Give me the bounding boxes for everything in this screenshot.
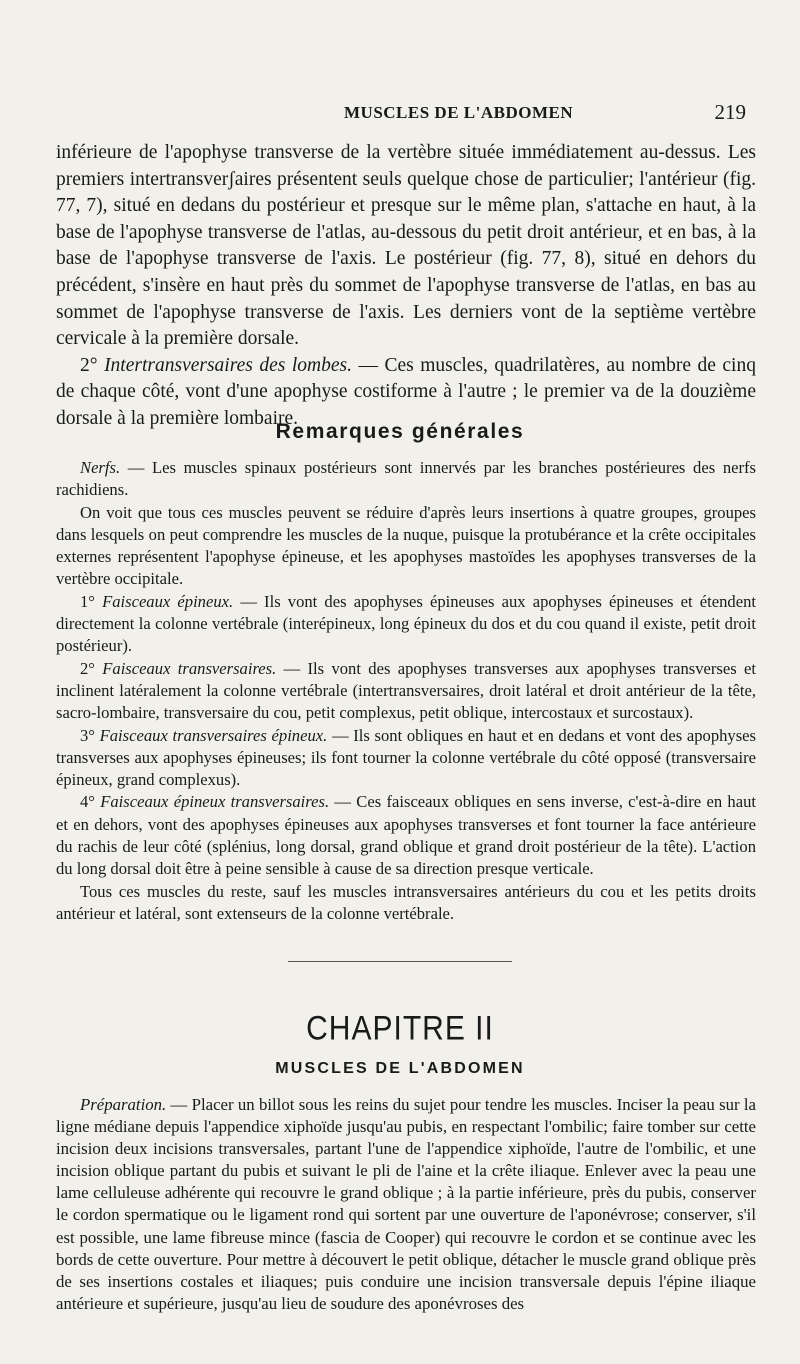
paragraph-cou: inférieure de l'apophyse transverse de la vertèbre située immédiatement au-dessus. Les premiers intertransverʃaires présentent seuls quelque chose de particulier; l'antérieur (fig. 77, 7), situé en dedans du postérieur et presque sur le même plan, s'attache en haut, à la base de l'apophyse transverse de l'atlas, au-dessous du petit droit antérieur, et en bas, à la base de l'apophyse transverse de l'axis. Le postérieur (fig. 77, 8), situé en dehors du précédent, s'insère en haut près du sommet de l'apophyse transverse de l'atlas, en bas au sommet de l'apophyse transverse de l'axis. Les derniers vont de la septième vertèbre cervicale à la première dorsale. (56, 142, 756, 350)
faisceaux-transversaires-epineux-title: Faisceaux transversaires épineux. (99, 725, 328, 745)
faisceaux-epineux-text: — Ils vont des apophyses épineuses aux apophyses épineuses et étendent directement la colonne vertébrale (interépineux, long épineux du dos et du cou quand il existe, petit droit postérieur). (56, 591, 756, 656)
remarques-section (56, 457, 756, 925)
preparation-section (56, 1094, 756, 1315)
faisceaux-transversaires-epineux-text: — Ils sont obliques en haut et en dedans et vont des apophyses transverses aux apophyses épineuses; ils font tourner la colonne vertébrale du côté opposé (transversaire épineux, grand complexus). (56, 725, 756, 790)
faisceaux-epineux-transversaires-title: Faisceaux épineux transversaires. (100, 792, 330, 812)
faisceaux-epineux-transversaires-text: — Ces faisceaux obliques en sens inverse, c'est-à-dire en haut et en dehors, vont des apophyses épineuses aux apophyses transverses et font tourner la face antérieure du rachis de leur côté (splénius, long dorsal, grand oblique et grand droit postérieur de la tête). L'action du long dorsal doit être à peine sensible à cause de sa direction presque verticale. (56, 792, 756, 879)
preparation-text: — Placer un billot sous les reins du sujet pour tendre les muscles. Inciser la peau sur la ligne médiane depuis l'appendice xiphoïde jusqu'au pubis, en respectant l'ombilic; faire tomber sur cette incision deux incisions transversales, partant l'une de l'appendice xiphoïde, l'autre de l'ombilic, et une incision oblique partant du pubis et suivant le pli de l'aine et la crête iliaque. Enlever avec la peau une lame celluleuse adhérente qui recouvre le grand oblique ; à la partie inférieure, près du pubis, conserver le cordon spermatique ou le ligament rond qui sortent par une ouverture de l'aponévrose; conserver, s'il est possible, une lame fibreuse mince (fascia de Cooper) qui recouvre le cordon et se continue avec les bords de cette ouverture. Pour mettre à découvert le petit oblique, détacher le muscle grand oblique près de ses insertions costales et iliaques; puis conduire une incision transversale depuis l'épine iliaque antérieure et supérieure, jusqu'au lieu de soudure des aponévroses des (56, 1095, 756, 1313)
paragraph-faisceaux-epineux (56, 591, 756, 658)
faisceaux-transversaires-title: Faisceaux transversaires. (102, 658, 277, 678)
preparation-title: Préparation. (80, 1095, 167, 1114)
paragraph-faisceaux-transversaires-epineux (56, 725, 756, 792)
running-head-title: MUSCLES DE L'ABDOMEN (344, 103, 574, 122)
item-number: 1° (80, 591, 103, 611)
item-number: 4° (80, 792, 101, 812)
intertransversaires-section (56, 140, 756, 433)
nerfs-title: Nerfs. (80, 458, 121, 477)
chapter-title: CHAPITRE II (306, 1009, 494, 1048)
page-number: 219 (714, 100, 746, 124)
paragraph-faisceaux-transversaires (56, 658, 756, 725)
paragraph-lombes-title: Intertransversaires des lombes. (104, 354, 352, 376)
remarques-heading: Remarques générales (275, 420, 525, 443)
section-divider (288, 961, 512, 962)
running-head (0, 100, 800, 127)
faisceaux-transversaires-text: — Ils vont des apophyses transverses aux apophyses transverses et inclinent latéralement la colonne vertébrale (intertransversaires, droit latéral et droit antérieur de la tête, sacro-lombaire, transversaire du cou, petit complexus, petit oblique, intercostaux et surcostaux). (56, 658, 756, 723)
faisceaux-epineux-title: Faisceaux épineux. (102, 591, 234, 611)
paragraph-nerfs (56, 457, 756, 502)
item-number: 3° (80, 725, 100, 745)
paragraph-groupes: On voit que tous ces muscles peuvent se réduire d'après leurs insertions à quatre groupes, groupes dans lesquels on peut comprendre les muscles de la nuque, puisque la protubérance et la crête occipitales externes représentent l'apophyse épineuse, et les apophyses mastoïdes les apophyses transverses de la vertèbre occipitale. (56, 502, 756, 589)
chapter-subtitle: MUSCLES DE L'ABDOMEN (275, 1060, 525, 1077)
paragraph-lombes-text: — Ces muscles, quadrilatères, au nombre de cinq de chaque côté, vont d'une apophyse costiforme à l'autre ; le premier va de la douzième dorsale à la première lombaire. (56, 354, 756, 429)
paragraph-preparation (56, 1094, 756, 1315)
paragraph-conclusion: Tous ces muscles du reste, sauf les muscles intransversaires antérieurs du cou et les petits droits antérieur et latéral, sont extenseurs de la colonne vertébrale. (56, 881, 756, 923)
paragraph-lombes-number: 2° (80, 354, 105, 376)
paragraph-faisceaux-epineux-transversaires (56, 791, 756, 880)
nerfs-text: — Les muscles spinaux postérieurs sont innervés par les branches postérieures des nerfs rachidiens. (56, 458, 756, 500)
item-number: 2° (80, 658, 103, 678)
